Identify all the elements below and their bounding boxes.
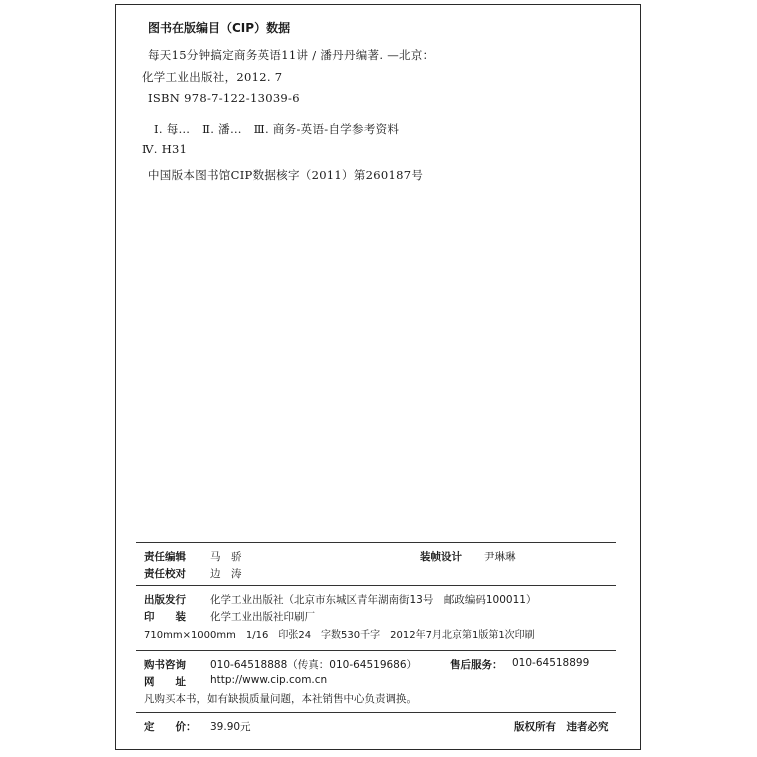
design-name: 尹琳琳 <box>484 551 516 563</box>
editor-label: 责任编辑 <box>144 551 186 563</box>
price-value: 39.90元 <box>210 721 251 733</box>
print-label: 印 装 <box>144 611 186 623</box>
divider-top <box>136 542 616 543</box>
service-value: 010-64518899 <box>512 657 590 669</box>
proof-name: 边 涛 <box>210 568 242 580</box>
cip-record-number: 中国版本图书馆CIP数据核字（2011）第260187号 <box>148 168 424 182</box>
cip-title: 图书在版编目（CIP）数据 <box>148 21 291 35</box>
proof-label: 责任校对 <box>144 568 186 580</box>
price-label: 定 价： <box>144 721 197 733</box>
divider-publication <box>136 650 616 651</box>
publisher-value: 化学工业出版社（北京市东城区青年湖南街13号 邮政编码100011） <box>210 594 537 606</box>
inquiry-label: 购书咨询 <box>144 659 186 671</box>
divider-bottom <box>136 712 616 713</box>
cip-classification: Ⅰ. 每… Ⅱ. 潘… Ⅲ. 商务-英语-自学参考资料 <box>154 122 400 136</box>
service-label: 售后服务： <box>450 659 503 671</box>
book-specs: 710mm×1000mm 1/16 印张24 字数530千字 2012年7月北京第1版第1次印刷 <box>144 630 535 641</box>
website-label: 网 址 <box>144 676 186 688</box>
cip-publisher-line: 化学工业出版社，2012. 7 <box>142 70 283 84</box>
copyright-page <box>115 4 641 750</box>
website-value: http://www.cip.com.cn <box>210 674 328 686</box>
cip-isbn: ISBN 978-7-122-13039-6 <box>148 91 300 105</box>
editor-name: 马 骄 <box>210 551 242 563</box>
publisher-label: 出版发行 <box>144 594 186 606</box>
replacement-notice: 凡购买本书，如有缺损质量问题，本社销售中心负责调换。 <box>144 693 417 705</box>
rights-notice: 版权所有 违者必究 <box>514 721 609 733</box>
divider-credits <box>136 585 616 586</box>
design-label: 装帧设计 <box>420 551 462 563</box>
print-value: 化学工业出版社印刷厂 <box>210 611 315 623</box>
cip-class-number: Ⅳ. H31 <box>142 142 188 156</box>
inquiry-value: 010-64518888（传真：010-64519686） <box>210 659 418 671</box>
cip-title-line: 每天15分钟搞定商务英语11讲 / 潘丹丹编著. —北京： <box>148 48 435 62</box>
